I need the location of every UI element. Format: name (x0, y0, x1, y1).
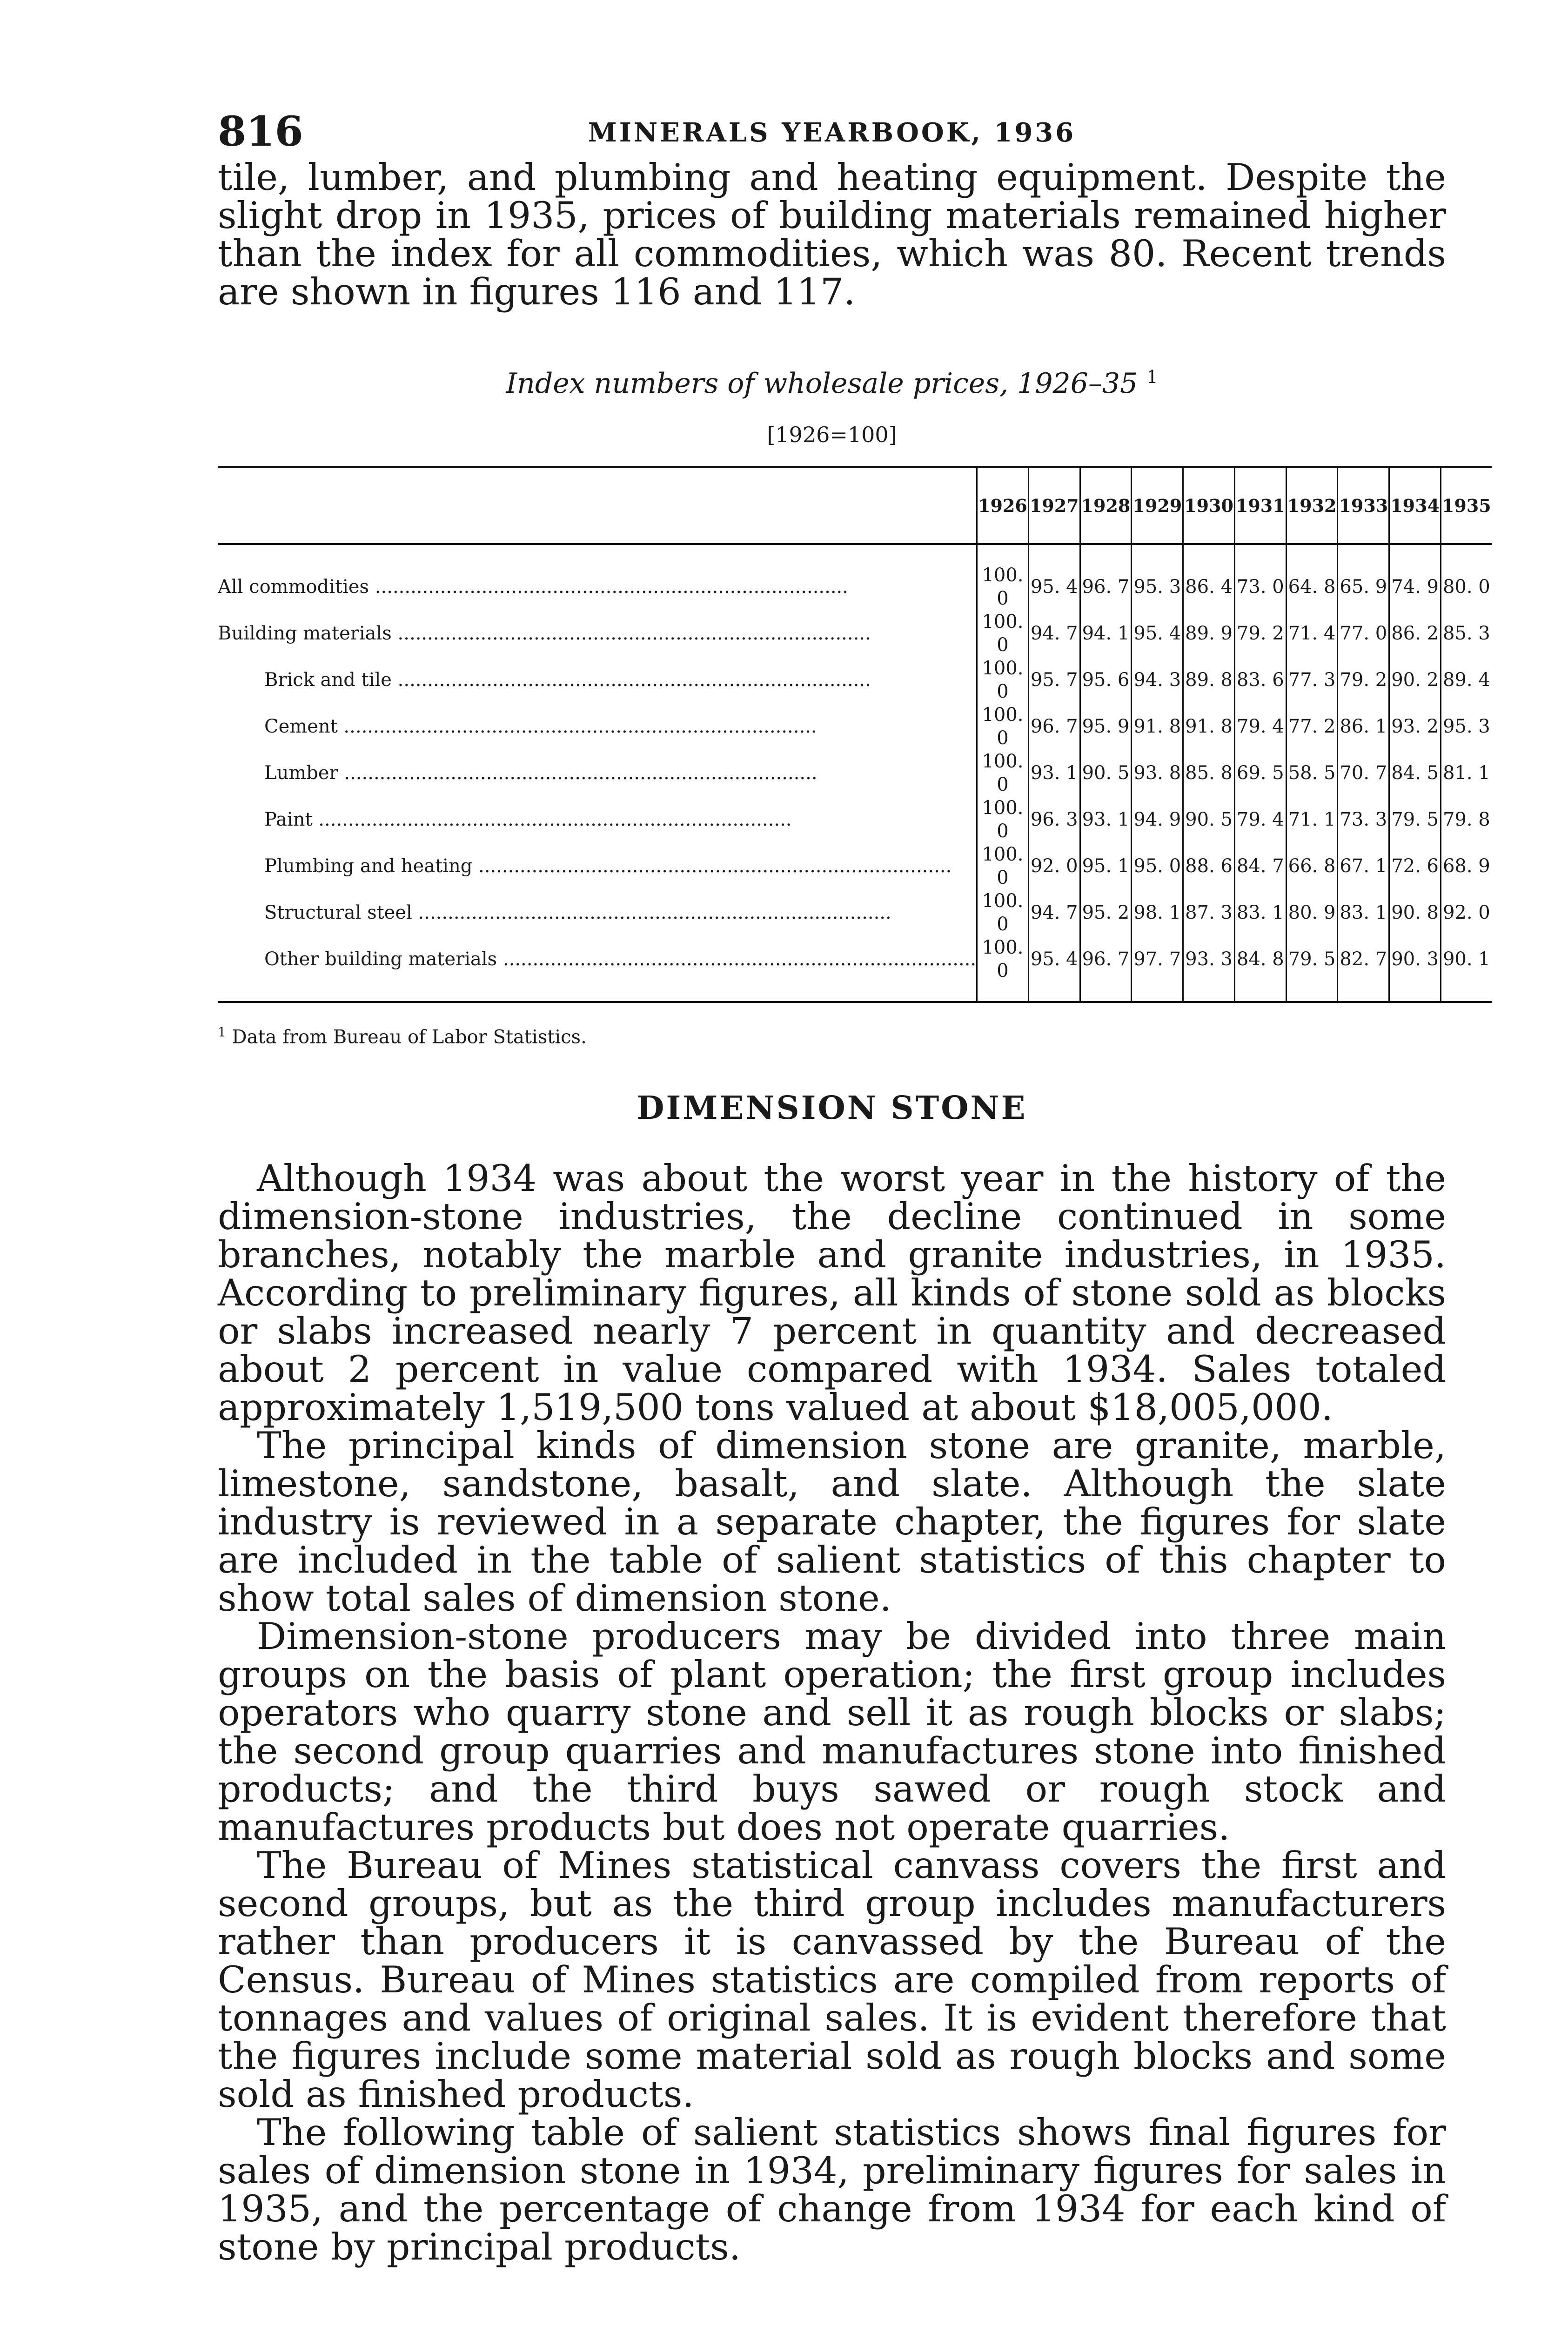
row-label: Other building materials ................................................................................ (218, 936, 977, 1002)
value-cell: 80. 0 (1441, 544, 1491, 610)
value-cell: 100. 0 (977, 703, 1029, 750)
value-cell: 77. 3 (1286, 657, 1338, 703)
value-cell: 79. 8 (1441, 796, 1491, 843)
value-cell: 95. 6 (1080, 657, 1132, 703)
value-cell: 79. 5 (1286, 936, 1338, 1002)
value-cell: 77. 0 (1338, 610, 1389, 657)
table-row (218, 936, 1492, 1002)
value-cell: 96. 7 (1080, 544, 1132, 610)
value-cell: 84. 7 (1234, 843, 1286, 889)
row-label: Lumber ................................................................................ (264, 762, 818, 784)
value-cell: 84. 8 (1234, 936, 1286, 1002)
body-paragraph: The Bureau of Mines statistical canvass covers the first and second groups, but as the third group includes manufacturers rather than producers it is canvassed by the Bureau of the Census. Bureau of Mines statistics are compiled from reports of tonnages and values of original sales. It is evident therefore that the figures include some material sold as rough blocks and some sold as finished products. (218, 1844, 1446, 2116)
value-cell: 94. 7 (1028, 610, 1080, 657)
value-cell: 92. 0 (1441, 889, 1491, 936)
value-cell: 100. 0 (977, 544, 1029, 610)
year-header: 1929 (1132, 467, 1183, 544)
value-cell: 95. 2 (1080, 889, 1132, 936)
value-cell: 88. 6 (1183, 843, 1235, 889)
value-cell: 90. 8 (1389, 889, 1441, 936)
value-cell: 66. 8 (1286, 843, 1338, 889)
value-cell: 80. 9 (1286, 889, 1338, 936)
value-cell: 95. 0 (1132, 843, 1183, 889)
value-cell: 91. 8 (1132, 703, 1183, 750)
value-cell: 94. 1 (1080, 610, 1132, 657)
value-cell: 95. 4 (1132, 610, 1183, 657)
row-label: Brick and tile ................................................................................ (264, 669, 871, 691)
value-cell: 72. 6 (1389, 843, 1441, 889)
running-head: MINERALS YEARBOOK, 1936 (588, 117, 1076, 148)
value-cell: 90. 5 (1183, 796, 1235, 843)
row-label: All commodities ................................................................................ (218, 576, 848, 598)
value-cell: 92. 0 (1028, 843, 1080, 889)
table-row (218, 889, 1492, 936)
footnote-mark: 1 (218, 1024, 226, 1040)
table-caption-note: 1 (1146, 367, 1158, 387)
year-header: 1930 (1183, 467, 1235, 544)
value-cell: 91. 8 (1183, 703, 1235, 750)
value-cell: 96. 3 (1028, 796, 1080, 843)
value-cell: 58. 5 (1286, 750, 1338, 796)
value-cell: 93. 3 (1183, 936, 1235, 1002)
table-row (218, 843, 1492, 889)
value-cell: 97. 7 (1132, 936, 1183, 1002)
value-cell: 81. 1 (1441, 750, 1491, 796)
table-row (218, 544, 1492, 610)
year-header: 1934 (1389, 467, 1441, 544)
value-cell: 90. 3 (1389, 936, 1441, 1002)
value-cell: 90. 5 (1080, 750, 1132, 796)
value-cell: 86. 2 (1389, 610, 1441, 657)
value-cell: 67. 1 (1338, 843, 1389, 889)
value-cell: 100. 0 (977, 610, 1029, 657)
value-cell: 77. 2 (1286, 703, 1338, 750)
value-cell: 100. 0 (977, 657, 1029, 703)
value-cell: 85. 3 (1441, 610, 1491, 657)
table-row (218, 750, 1492, 796)
table-footnote (218, 1024, 1446, 1048)
body-paragraph: Although 1934 was about the worst year in the history of the dimension-stone industries, the decline continued in some branches, notably the marble and granite industries, in 1935. According to preliminary figures, all kinds of stone sold as blocks or slabs increased nearly 7 percent in quantity and decreased about 2 percent in value compared with 1934. Sales totaled approximately 1,519,500 tons valued at about $18,005,000. (218, 1157, 1446, 1429)
value-cell: 86. 1 (1338, 703, 1389, 750)
value-cell: 95. 7 (1028, 657, 1080, 703)
value-cell: 95. 3 (1441, 703, 1491, 750)
value-cell: 93. 1 (1028, 750, 1080, 796)
value-cell: 95. 1 (1080, 843, 1132, 889)
value-cell: 84. 5 (1389, 750, 1441, 796)
value-cell: 95. 4 (1028, 544, 1080, 610)
value-cell: 74. 9 (1389, 544, 1441, 610)
row-label: Paint ................................................................................ (264, 809, 792, 830)
value-cell: 85. 8 (1183, 750, 1235, 796)
value-cell: 95. 9 (1080, 703, 1132, 750)
value-cell: 100. 0 (977, 843, 1029, 889)
row-label: Structural steel ................................................................................ (264, 902, 891, 923)
value-cell: 100. 0 (977, 889, 1029, 936)
value-cell: 73. 0 (1234, 544, 1286, 610)
table-base-note: [1926=100] (767, 422, 897, 447)
year-header: 1927 (1028, 467, 1080, 544)
value-cell: 68. 9 (1441, 843, 1491, 889)
value-cell: 86. 4 (1183, 544, 1235, 610)
body-text (218, 1157, 1446, 2269)
table-caption-text: Index numbers of wholesale prices, 1926–35 (506, 367, 1138, 400)
value-cell: 79. 5 (1389, 796, 1441, 843)
footnote-text: Data from Bureau of Labor Statistics. (232, 1026, 587, 1048)
row-label: Building materials ................................................................................ (218, 623, 871, 644)
value-cell: 93. 8 (1132, 750, 1183, 796)
value-cell: 93. 1 (1080, 796, 1132, 843)
value-cell: 95. 3 (1132, 544, 1183, 610)
value-cell: 98. 1 (1132, 889, 1183, 936)
value-cell: 93. 2 (1389, 703, 1441, 750)
table-header-row (218, 467, 1492, 544)
value-cell: 64. 8 (1286, 544, 1338, 610)
value-cell: 83. 6 (1234, 657, 1286, 703)
value-cell: 79. 4 (1234, 703, 1286, 750)
body-paragraph: The principal kinds of dimension stone are granite, marble, limestone, sandstone, basalt, and slate. Although the slate industry is reviewed in a separate chapter, the figures for slate are included in the table of salient statistics of this chapter to show total sales of dimension stone. (218, 1424, 1446, 1620)
value-cell: 90. 1 (1441, 936, 1491, 1002)
header-label-cell (218, 467, 977, 544)
year-header: 1935 (1441, 467, 1491, 544)
value-cell: 79. 4 (1234, 796, 1286, 843)
value-cell: 89. 9 (1183, 610, 1235, 657)
body-paragraph: The following table of salient statistics shows final figures for sales of dimension stone in 1934, preliminary figures for sales in 1935, and the percentage of change from 1934 for each kind of stone by principal products. (218, 2111, 1446, 2269)
value-cell: 89. 8 (1183, 657, 1235, 703)
value-cell: 82. 7 (1338, 936, 1389, 1002)
body-paragraph: Dimension-stone producers may be divided into three main groups on the basis of plant operation; the first group includes operators who quarry stone and sell it as rough blocks or slabs; the second group quarries and manufactures stone into finished products; and the third buys sawed or rough stock and manufactures products but does not operate quarries. (218, 1615, 1446, 1849)
value-cell: 79. 2 (1234, 610, 1286, 657)
value-cell: 96. 7 (1080, 936, 1132, 1002)
year-header: 1926 (977, 467, 1029, 544)
value-cell: 89. 4 (1441, 657, 1491, 703)
row-label: Cement ................................................................................ (264, 716, 817, 737)
table-row (218, 796, 1492, 843)
value-cell: 100. 0 (977, 936, 1029, 1002)
value-cell: 94. 7 (1028, 889, 1080, 936)
value-cell: 100. 0 (977, 750, 1029, 796)
value-cell: 95. 4 (1028, 936, 1080, 1002)
page-header (218, 107, 1446, 158)
row-label: Plumbing and heating ................................................................................ (264, 855, 952, 877)
value-cell: 79. 2 (1338, 657, 1389, 703)
table-row (218, 610, 1492, 657)
value-cell: 65. 9 (1338, 544, 1389, 610)
year-header: 1931 (1234, 467, 1286, 544)
value-cell: 87. 3 (1183, 889, 1235, 936)
value-cell: 96. 7 (1028, 703, 1080, 750)
price-index-table (218, 466, 1492, 1003)
value-cell: 69. 5 (1234, 750, 1286, 796)
value-cell: 73. 3 (1338, 796, 1389, 843)
year-header: 1928 (1080, 467, 1132, 544)
table-row (218, 657, 1492, 703)
table-caption (218, 367, 1446, 400)
value-cell: 71. 1 (1286, 796, 1338, 843)
table-row (218, 703, 1492, 750)
page-number: 816 (218, 107, 303, 155)
year-header: 1933 (1338, 467, 1389, 544)
year-header: 1932 (1286, 467, 1338, 544)
value-cell: 90. 2 (1389, 657, 1441, 703)
value-cell: 83. 1 (1338, 889, 1389, 936)
value-cell: 83. 1 (1234, 889, 1286, 936)
section-title: DIMENSION STONE (637, 1090, 1027, 1127)
value-cell: 70. 7 (1338, 750, 1389, 796)
value-cell: 71. 4 (1286, 610, 1338, 657)
document-page (218, 107, 1491, 2269)
value-cell: 94. 3 (1132, 657, 1183, 703)
intro-paragraph: tile, lumber, and plumbing and heating equipment. Despite the slight drop in 1935, prices of building materials remained higher than the index for all commodities, which was 80. Recent trends are shown in figures 116 and 117. (218, 156, 1446, 313)
value-cell: 100. 0 (977, 796, 1029, 843)
value-cell: 94. 9 (1132, 796, 1183, 843)
